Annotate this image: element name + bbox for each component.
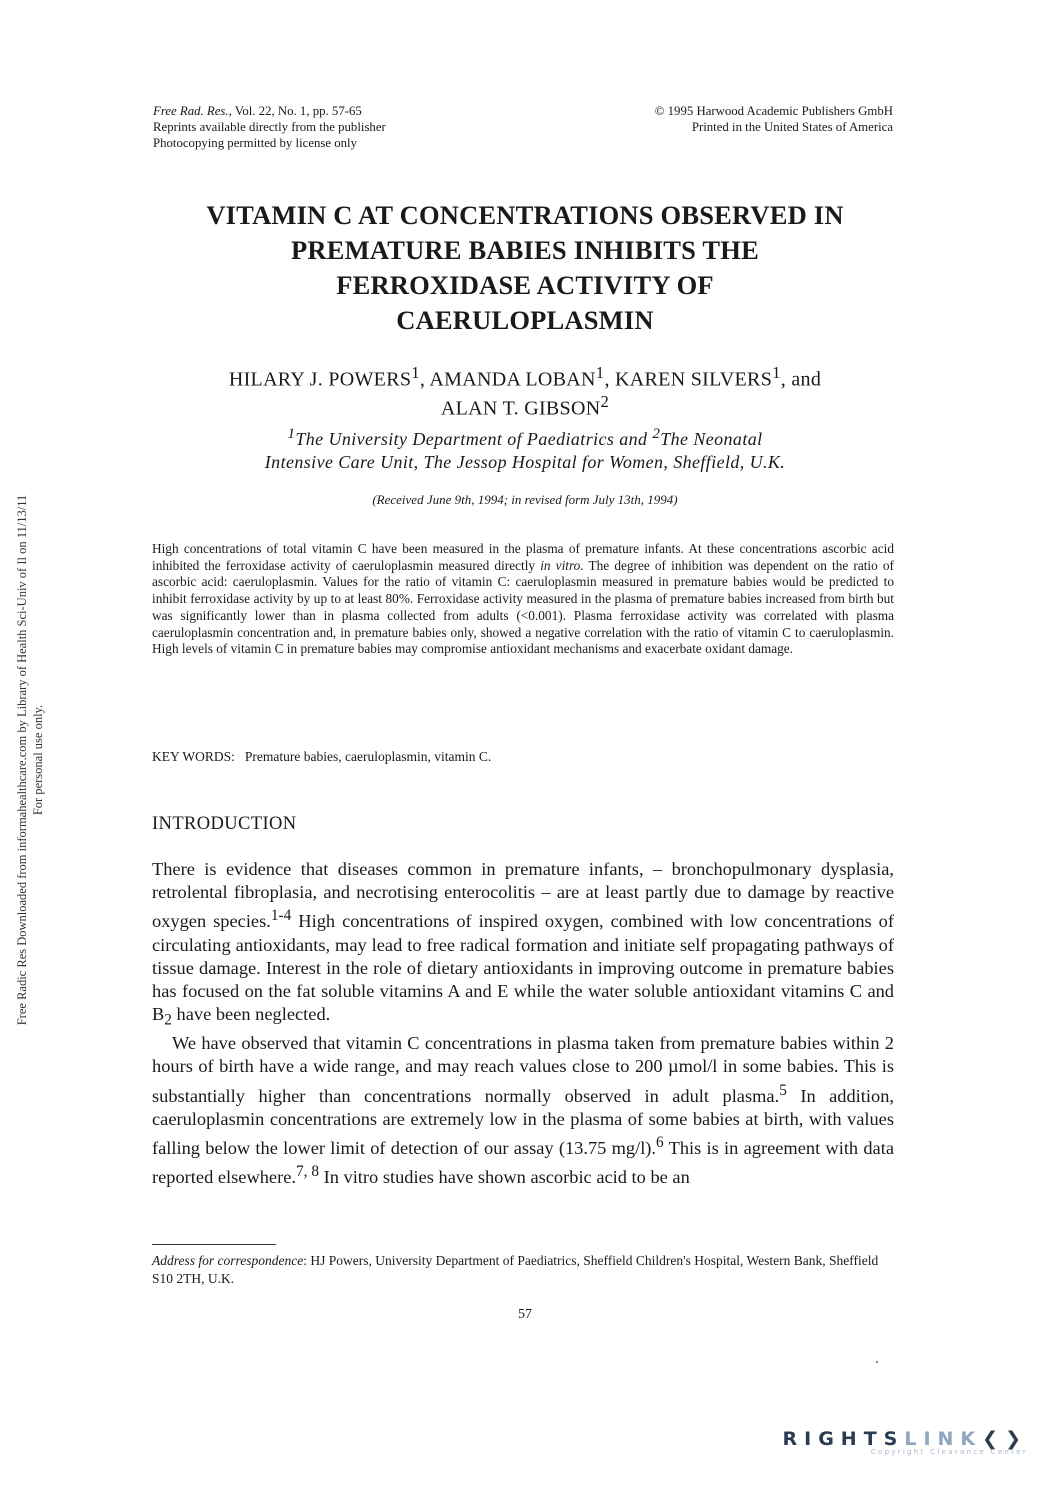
affiliation-marker: 1 <box>595 363 605 382</box>
rightslink-arrow-icon: ❮❯ <box>982 1428 1028 1450</box>
author-name: HILARY J. POWERS <box>228 368 412 391</box>
abstract: High concentrations of total vitamin C have been measured in the plasma of premature infants. At these concentrations ascorbic acid inhibited the ferroxidase activity of caeruloplasmin measured directly in vitro. The degree of inhibition was dependent on the ratio of ascorbic acid: caeruloplasmin. Values for the ratio of vitamin C: caeruloplasmin measured in premature babies would be predicted to inhibit ferroxidase activity by up to at least 80%. Ferroxidase activity measured in the plasma of premature babies increased from birth but was significantly lower than in plasma collected from adults (<0.001). Plasma ferroxidase activity was correlated with plasma caeruloplasmin concentration and, in premature babies only, showed a negative correlation with the ratio of vitamin C to caeruloplasmin. High levels of vitamin C in premature babies may compromise antioxidant mechanisms and exacerbate oxidant damage. <box>152 541 894 657</box>
title-line: VITAMIN C AT CONCENTRATIONS OBSERVED IN <box>206 200 844 230</box>
copyright-line: © 1995 Harwood Academic Publishers GmbH <box>654 104 893 118</box>
keywords-label: KEY WORDS: <box>152 749 235 764</box>
download-watermark <box>14 400 46 1120</box>
introduction-body <box>152 858 894 1190</box>
page-number: 57 <box>518 1307 532 1322</box>
photocopy-note: Photocopying permitted by license only <box>153 136 358 150</box>
scan-speck <box>876 1361 878 1363</box>
citation-ref: 5 <box>779 1081 787 1099</box>
author-list <box>150 362 900 419</box>
affiliation-marker: 1 <box>287 426 296 442</box>
correspondence-footnote: Address for correspondence: HJ Powers, University Department of Paediatrics, Sheffield Children's Hospital, Western Bank, Sheffield S10 2TH, U.K. <box>152 1253 879 1286</box>
rightslink-logo[interactable]: RIGHTSLINK❮❯ Copyright Clearance Center <box>782 1428 1028 1456</box>
journal-citation <box>153 103 386 119</box>
received-dates: (Received June 9th, 1994; in revised form July 13th, 1994) <box>372 492 678 507</box>
journal-name: Free Rad. Res. <box>153 104 229 118</box>
title-line: FERROXIDASE ACTIVITY OF <box>336 270 714 300</box>
affiliations: $^1$The University Department of Paediatrics and $^2$The Neonatal Intensive Care Unit, The Jessop Hospital for Women, Sheffield, U.K. <box>264 426 786 472</box>
keywords <box>152 748 491 765</box>
author-name: AMANDA LOBAN <box>429 368 596 391</box>
citation-ref: 1-4 <box>270 907 292 925</box>
title-line: CAERULOPLASMIN <box>396 305 654 335</box>
publisher-block <box>655 103 893 135</box>
affiliation-marker: 1 <box>772 363 781 382</box>
author-line-1: HILARY J. POWERS$^1$, AMANDA LOBAN$^1$, KAREN SILVERS$^1$, and <box>228 363 822 391</box>
rightslink-tagline: Copyright Clearance Center <box>870 1448 1028 1456</box>
journal-citation-block <box>153 103 386 151</box>
author-name: ALAN T. GIBSON <box>440 397 601 420</box>
download-watermark-line1: Free Radic Res Downloaded from informahealthcare.com by Library of Health Sci-Univ of Il on 11/13/11 <box>15 494 29 1026</box>
download-watermark-line2: For personal use only. <box>31 704 45 816</box>
paper-title <box>150 198 900 338</box>
reprints-note: Reprints available directly from the publisher <box>153 120 386 134</box>
citation-ref: 6 <box>656 1134 664 1152</box>
keywords-text: Premature babies, caeruloplasmin, vitamin C. <box>244 749 492 764</box>
paragraph: There is evidence that diseases common in premature infants, – bronchopulmonary dysplasia, retrolental fibroplasia, and necrotising enterocolitis – are at least partly due to damage by reactive oxygen species.$^{1-4}$ High concentrations of inspired oxygen, combined with low concentrations of circulating antioxidants, may lead to free radical formation and initiate self propagating pathways of tissue damage. Interest in the role of dietary antioxidants in improving outcome in premature babies has focused on the fat soluble vitamins A and E while the water soluble antioxidant vitamins C and $B_2$ have been neglected. <box>152 859 894 1030</box>
author-name: KAREN SILVERS <box>615 368 773 391</box>
journal-volume: , Vol. 22, No. 1, pp. 57-65 <box>228 104 362 118</box>
affiliation-marker: 2 <box>600 391 610 411</box>
title-line: PREMATURE BABIES INHIBITS THE <box>291 235 759 265</box>
printed-line: Printed in the United States of America <box>691 120 893 134</box>
citation-ref: 7, 8 <box>295 1163 319 1181</box>
affiliation-marker: 2 <box>652 426 661 442</box>
paragraph: We have observed that vitamin C concentrations in plasma taken from premature babies within 2 hours of birth have a wide range, and may reach values close to 200 µmol/l in some babies. This is substantially higher than concentrations normally observed in adult plasma.$^5$ In addition, caeruloplasmin concentrations are extremely low in the plasma of some babies at birth, with values falling below the lower limit of detection of our assay (13.75 mg/l).$^6$ This is in agreement with data reported elsewhere.$^{7, 8}$ In vitro studies have shown ascorbic acid to be an <box>152 1033 894 1188</box>
footnote-divider <box>152 1244 276 1245</box>
affiliation-marker: 1 <box>411 363 420 382</box>
author-line-2 <box>150 391 900 420</box>
section-heading-introduction: INTRODUCTION <box>152 814 297 834</box>
